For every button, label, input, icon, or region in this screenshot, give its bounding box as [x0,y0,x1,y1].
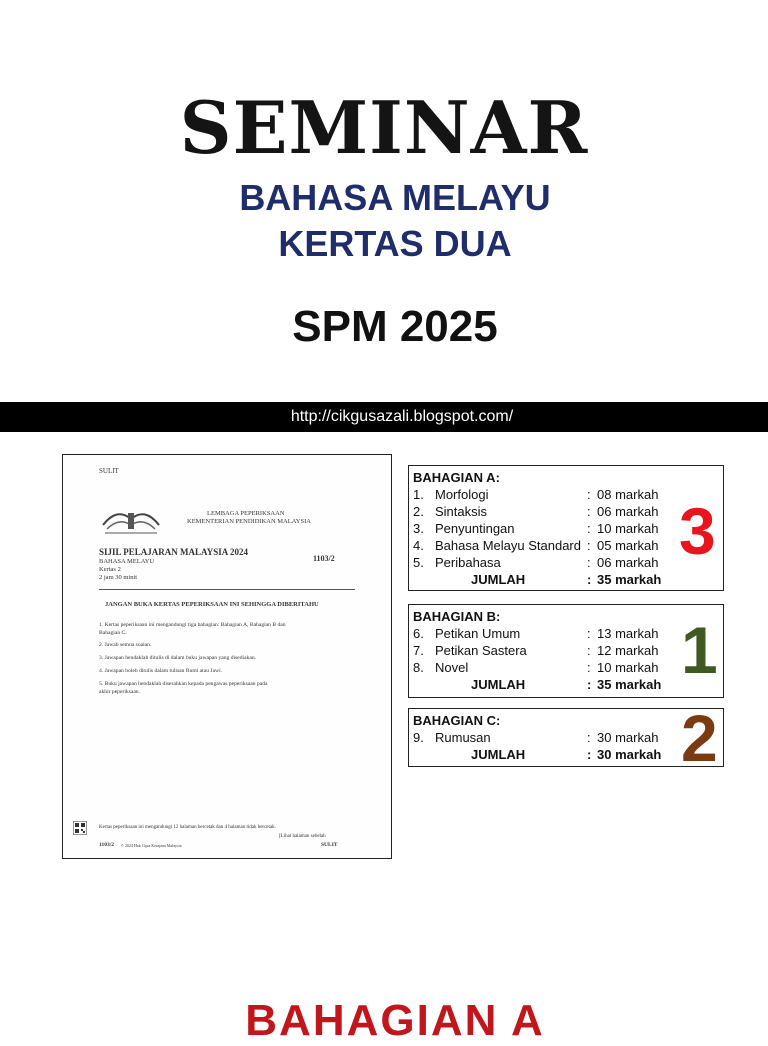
instruction-line: 4. Jawapan boleh ditulis dalam tulisan Rumi atau Jawi. [99,668,223,674]
item-name: Novel [435,660,469,675]
item-number: 4. [413,538,424,553]
item-name: Bahasa Melayu Standard [435,538,581,553]
item-marks: 13 markah [597,626,659,641]
divider [99,589,355,590]
item-marks: 12 markah [597,643,659,658]
separator: : [587,487,591,502]
item-number: 7. [413,643,424,658]
item-name: Petikan Umum [435,626,521,641]
section-c-box [408,701,724,775]
subject-title: BAHASA MELAYU [239,177,551,218]
item-marks: 05 markah [597,538,659,553]
separator: : [587,626,591,641]
item-marks: 10 markah [597,660,659,675]
item-name: Penyuntingan [435,521,515,536]
item-number: 5. [413,555,424,570]
qr-code-icon [73,821,87,835]
section-b-badge: 1 [681,613,718,687]
item-marks: 06 markah [597,504,659,519]
total-label: JUMLAH [471,572,526,587]
item-marks: 08 markah [597,487,659,502]
separator: : [587,572,592,587]
section-a-box [408,465,724,591]
sulit-label: SULIT [99,467,119,475]
separator: : [587,660,591,675]
separator: : [587,643,591,658]
item-number: 1. [413,487,424,502]
total-label: JUMLAH [471,677,526,692]
section-b-box [408,604,724,698]
total-label: JUMLAH [471,747,526,762]
doc-paper: Kertas 2 [99,566,121,573]
item-marks: 06 markah [597,555,659,570]
item-name: Petikan Sastera [435,643,527,658]
page-title: SEMINAR [179,85,589,170]
copyright-note: © 2024 Hak Cipta Kerajaan Malaysia [121,843,182,848]
instruction-line: 1. Kertas peperiksaan ini mengandungi tiga bahagian: Bahagian A, Bahagian B dan [99,622,286,628]
separator: : [587,555,591,570]
exam-year-title: SPM 2025 [292,302,498,351]
ministry-logo [99,503,163,537]
total-marks: 35 markah [597,572,662,587]
exam-title: SIJIL PELAJARAN MALAYSIA 2024 [99,547,248,557]
doc-duration: 2 jam 30 minit [99,574,138,581]
separator: : [587,521,591,536]
item-name: Rumusan [435,730,491,745]
separator: : [587,747,592,762]
paper-code: 1103/2 [313,554,335,563]
item-name: Morfologi [435,487,489,502]
section-header: BAHAGIAN C: [413,713,501,728]
total-marks: 35 markah [597,677,662,692]
item-number: 9. [413,730,424,745]
footer-sulit: SULIT [321,842,338,848]
item-number: 2. [413,504,424,519]
instruction-line: 3. Jawapan hendaklah ditulis di dalam buku jawapan yang disediakan. [99,655,257,661]
instruction-line: 2. Jawab semua soalan. [99,642,152,648]
item-name: Peribahasa [435,555,501,570]
item-number: 8. [413,660,424,675]
item-marks: 30 markah [597,730,659,745]
item-name: Sintaksis [435,504,488,519]
section-a-badge: 3 [679,494,716,568]
instruction-line: akhir peperiksaan. [99,689,141,695]
section-heading: BAHAGIAN A [245,996,545,1045]
section-c-badge: 2 [681,701,718,775]
ministry-name: KEMENTERIAN PENDIDIKAN MALAYSIA [187,518,311,525]
blog-url-link[interactable]: http://cikgusazali.blogspot.com/ [290,408,514,425]
section-header: BAHAGIAN B: [413,609,501,624]
item-number: 6. [413,626,424,641]
separator: : [587,504,591,519]
page-count-note: Kertas peperiksaan ini mengandungi 12 halaman bercetak dan 4 halaman tidak bercetak. [99,825,276,830]
separator: : [587,677,592,692]
instruction-line: 5. Buku jawapan hendaklah diserahkan kepada pengawas peperiksaan pada [99,681,268,687]
footer-code: 1103/2 [99,842,114,848]
total-marks: 30 markah [597,747,662,762]
item-marks: 10 markah [597,521,659,536]
exam-cover-page-image [62,454,392,859]
separator: : [587,538,591,553]
doc-subject: BAHASA MELAYU [99,558,155,565]
paper-title: KERTAS DUA [278,223,512,264]
separator: : [587,730,591,745]
next-page-note: [Lihat halaman sebelah [279,834,326,839]
board-name: LEMBAGA PEPERIKSAAN [207,510,285,517]
warning-text: JANGAN BUKA KERTAS PEPERIKSAAN INI SEHINGGA DIBERITAHU [105,601,319,608]
item-number: 3. [413,521,424,536]
section-header: BAHAGIAN A: [413,470,500,485]
instruction-line: Bahagian C. [99,630,127,636]
